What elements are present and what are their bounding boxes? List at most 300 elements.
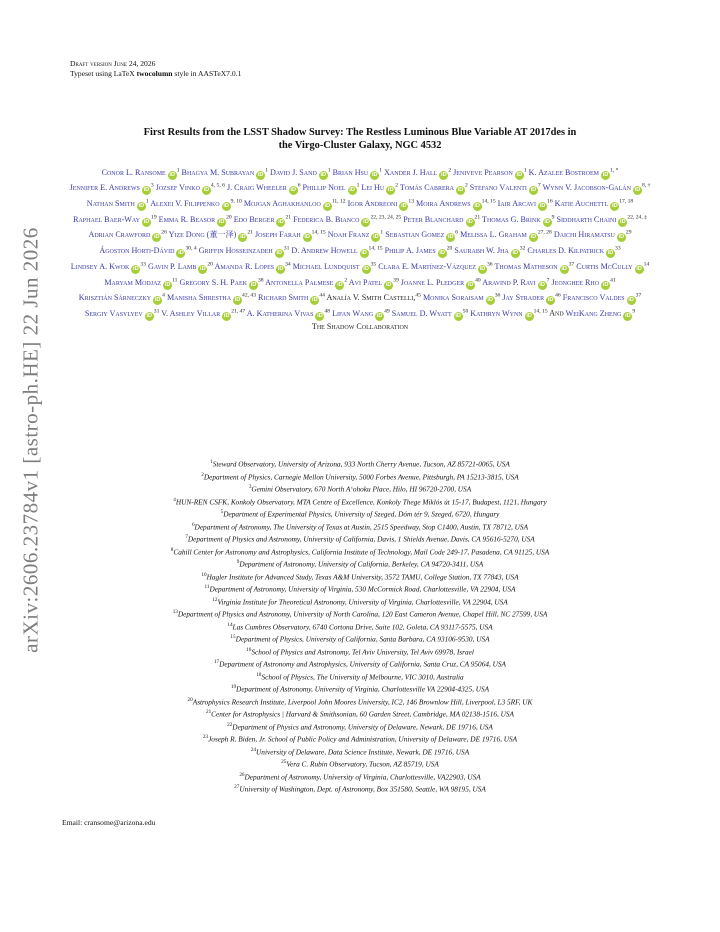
author-name[interactable]: Lindsey A. Kwok [70,261,130,271]
affiliation-line [62,570,658,583]
author-name[interactable]: Iair Arcavi [497,199,537,209]
author-name[interactable]: Igor Andreoni [347,199,398,209]
author-entry[interactable] [576,262,649,271]
affiliation-number: 15 [230,634,236,641]
affiliation-text: Virginia Institute for Theoretical Astronomy, University of Virginia, Charlottesville, VA 22904, USA [217,597,508,607]
author-name[interactable]: Philip A. James [384,246,436,256]
orcid-icon[interactable]: iD [602,171,609,178]
author-entry[interactable] [566,309,636,318]
orcid-icon[interactable]: iD [561,265,567,272]
orcid-icon[interactable]: iD [312,297,318,304]
author-entry[interactable] [326,293,420,302]
author-entry[interactable] [482,278,549,287]
author-name[interactable]: Stefano Valenti [469,183,527,193]
author-name[interactable]: Nathan Smith [86,199,135,209]
affiliation-line [62,557,658,570]
author-name[interactable]: Emma R. Beasor [158,214,216,224]
affiliation-marker: 17, 18 [619,198,634,205]
orcid-icon[interactable]: iD [203,187,210,194]
author-name[interactable]: Xander J. Hall [384,167,438,177]
author-entry[interactable] [102,168,180,177]
orcid-icon[interactable]: iD [439,250,445,257]
affiliation-number: 8 [170,546,174,553]
orcid-icon[interactable]: iD [290,187,297,194]
orcid-icon[interactable]: iD [530,234,537,241]
author-name[interactable]: Daichi Hiramatsu [553,230,615,240]
author-entry[interactable] [454,246,525,255]
author-entry[interactable] [99,246,196,255]
orcid-icon[interactable]: iD [467,281,474,288]
orcid-icon[interactable]: iD [146,312,153,319]
affiliation-line [62,507,658,520]
affiliation-line [62,782,658,795]
author-name[interactable]: Krisztián Sárneczky [78,293,152,303]
author-name[interactable]: Federica B. Bianco [293,214,360,224]
author-name[interactable]: Saurabh W. Jha [454,246,509,256]
author-name[interactable]: Mojgan Aghakhanloo [243,199,321,209]
author-name[interactable]: WeiKang Zheng [565,308,622,318]
author-name[interactable]: Maryam Modjaz [104,277,162,287]
author-entry[interactable] [161,309,245,318]
orcid-icon[interactable]: iD [457,187,464,194]
orcid-icon[interactable]: iD [143,218,150,225]
author-entry[interactable] [148,262,213,271]
author-entry[interactable] [385,230,458,239]
author-name[interactable]: Peter Blanchard [403,214,464,224]
author-entry[interactable] [482,215,554,224]
author-entry[interactable] [293,262,376,271]
affiliation-marker: 14, 15 [481,198,496,205]
author-entry[interactable] [182,168,268,177]
affiliation-line [62,582,658,595]
affiliation-marker: 8, † [641,182,651,189]
affiliation-marker: 49 [384,308,390,315]
author-entry[interactable] [159,215,232,224]
author-entry[interactable] [104,278,177,287]
author-name[interactable]: Edo Berger [233,214,275,224]
affiliation-list [62,457,658,795]
orcid-icon[interactable]: iD [349,187,355,194]
affiliation-marker: 42, 43 [242,292,257,299]
author-name[interactable]: Amanda R. Lopes [214,261,275,271]
affiliation-text: Department of Astronomy, University of Virginia, 530 McCormick Road, Charlottesville, VA 22904, USA [209,584,516,594]
author-entry[interactable] [453,168,526,177]
orcid-icon[interactable]: iD [164,281,171,288]
author-entry[interactable] [498,199,553,208]
affiliation-line [62,620,658,633]
affiliation-marker: 37 [568,261,575,268]
author-entry[interactable] [416,199,496,208]
affiliation-text: Las Cumbres Observatory, 6740 Cortona Drive, Suite 102, Goleta, CA 93117-5575, USA [232,622,493,632]
author-name[interactable]: Sebastian Gomez [385,230,445,240]
affiliation-marker: 35 [370,261,377,268]
author-name[interactable]: V. Ashley Villar [161,308,221,318]
orcid-icon[interactable]: iD [240,234,246,241]
affiliation-marker: 16 [547,198,553,205]
author-name[interactable]: Francisco Valdes [562,293,625,303]
author-entry[interactable] [180,278,264,287]
orcid-icon[interactable]: iD [371,171,378,178]
author-entry[interactable] [79,293,165,302]
author-name[interactable]: Gavin P. Lamb [147,261,197,271]
orcid-icon[interactable]: iD [455,312,461,319]
orcid-icon[interactable]: iD [178,250,184,257]
author-name[interactable]: Gregory S. H. Paek [179,277,247,287]
affiliation-marker: 2 [448,167,452,173]
affiliation-marker: 21 [285,214,292,221]
author-entry[interactable] [332,309,390,318]
orcid-icon[interactable]: iD [320,171,327,178]
author-entry[interactable] [460,230,552,239]
author-name[interactable]: Sergiy Vasylyev [84,308,143,318]
orcid-icon[interactable]: iD [200,265,206,272]
author-name[interactable]: Griffin Hosseinzadeh [198,246,273,256]
author-name[interactable]: Monika Soraisam [422,293,484,303]
affiliation-marker: 26 [161,229,167,236]
orcid-icon[interactable]: iD [530,187,537,194]
author-name[interactable]: Analía V. Smith Castelli, [326,293,416,303]
preamble [70,59,241,79]
author-entry[interactable] [470,183,541,192]
author-name[interactable]: Lifan Wang [332,308,374,318]
author-name[interactable]: Alexei V. Filippenko [150,199,220,209]
affiliation-marker: 1 [379,167,383,173]
affiliation-marker: 40 [475,276,481,283]
author-entry[interactable] [349,278,399,287]
author-entry[interactable] [361,183,398,192]
and-conjunction: And [547,308,566,318]
author-name[interactable]: Melissa L. Graham [460,230,527,240]
author-name[interactable]: Phillip Noel [302,183,346,193]
orcid-icon[interactable]: iD [441,171,447,178]
affiliation-text: Center for Astrophysics | Harvard & Smithsonian, 60 Garden Street, Cambridge, MA 02138-1516, USA [211,709,515,719]
orcid-icon[interactable]: iD [385,281,392,288]
orcid-icon[interactable]: iD [153,234,160,241]
arxiv-identifier-text: arXiv:2606.23784v1 [astro-ph.HE] 22 Jun 2026 [18,227,43,653]
affiliation-line [62,695,658,708]
orcid-icon[interactable]: iD [169,171,176,178]
affiliation-line [62,757,658,770]
author-entry[interactable] [156,183,225,192]
orcid-icon[interactable]: iD [317,312,323,319]
affiliation-line [62,607,658,620]
typeset-style: twocolumn [136,69,173,78]
author-name[interactable]: D. Andrew Howell [291,246,358,256]
author-name[interactable]: Thomas Matheson [494,261,558,271]
author-entry[interactable] [303,183,360,192]
draft-version-line: Draft version June 24, 2026 [70,59,156,68]
orcid-icon[interactable]: iD [373,234,379,241]
orcid-icon[interactable]: iD [526,312,532,319]
author-entry[interactable] [199,246,290,255]
affiliation-text: Department of Astronomy, The University of Texas at Austin, 2515 Speedway, Stop C1400, Austin, TX 78712, USA [194,522,529,531]
author-name[interactable]: Brian Hsu [332,167,369,177]
orcid-icon[interactable]: iD [618,234,625,241]
affiliation-text: Department of Physics and Astronomy, University of Delaware, Newark, DE 19716, USA [232,722,493,732]
author-entry[interactable] [529,168,619,177]
author-name[interactable]: K. Azalee Bostroem [528,167,600,177]
affiliation-marker: 6 [455,229,459,236]
affiliation-text: Department of Experimental Physics, University of Szeged, Dóm tér 9, Szeged, 6720, Hungary [223,509,500,519]
author-entry[interactable] [70,183,154,192]
author-entry[interactable] [87,199,149,208]
affiliation-text: Vera C. Rubin Observatory, Tucson, AZ 85719, USA [286,759,439,769]
affiliation-marker: 2 [464,182,468,189]
author-entry[interactable] [423,293,500,302]
orcid-icon[interactable]: iD [223,203,229,210]
author-name[interactable]: Ágoston Horti-Dávid [99,246,175,256]
orcid-icon[interactable]: iD [634,187,641,194]
orcid-icon[interactable]: iD [234,297,241,304]
orcid-icon[interactable]: iD [487,297,493,304]
orcid-icon[interactable]: iD [324,203,331,210]
orcid-icon[interactable]: iD [143,187,150,194]
author-name[interactable]: Manisha Shrestha [166,293,232,303]
affiliation-marker: 29 [625,229,632,236]
affiliation-marker: 14, 15 [311,229,326,236]
orcid-icon[interactable]: iD [547,297,554,304]
orcid-icon[interactable]: iD [133,265,139,272]
author-entry[interactable] [470,309,547,318]
author-entry[interactable] [265,278,347,287]
orcid-icon[interactable]: iD [363,218,369,225]
affiliation-text: Department of Physics and Astronomy, University of California, Davis, 1 Shields Avenue, Davis, CA 95616-5270, USA [187,534,535,544]
author-entry[interactable] [169,230,253,239]
affiliation-marker: 50 [462,308,469,315]
author-name[interactable]: Katie Auchettl [554,199,609,209]
author-name[interactable]: Clara E. Martínez-Vázquez [378,261,476,271]
affiliation-line [62,770,658,783]
affiliation-number: 9 [236,559,240,566]
author-name[interactable]: Avi Patel [348,277,383,287]
author-name[interactable]: Jeonghee Rho [551,277,600,287]
orcid-icon[interactable]: iD [376,312,383,319]
author-name[interactable]: David J. Sand [270,167,317,177]
title-line-2: the Virgo-Cluster Galaxy, NGC 4532 [278,140,442,151]
affiliation-marker: 3 [150,182,154,189]
orcid-icon[interactable]: iD [620,218,626,225]
affiliation-marker: 30, 4 [185,245,197,252]
orcid-icon[interactable]: iD [628,297,634,304]
orcid-icon[interactable]: iD [257,171,264,178]
author-entry[interactable] [227,183,301,192]
affiliation-number: 6 [191,521,195,528]
author-entry[interactable] [378,262,492,271]
author-name[interactable]: Joseph Farah [254,230,301,240]
author-entry[interactable] [244,199,346,208]
affiliation-marker: 9 [551,214,555,221]
affiliation-marker: 1 [327,167,331,173]
author-name[interactable]: Joanne L. Pledger [400,277,465,287]
affiliation-text: Department of Astronomy, University of Virginia, Charlottesville, VA22903, USA [244,772,481,782]
orcid-icon[interactable]: iD [337,281,343,288]
author-name[interactable]: Tomás Cabrera [399,183,454,193]
affiliation-number: 17 [213,659,220,666]
author-entry[interactable] [385,246,453,255]
author-entry[interactable] [270,168,331,177]
affiliation-line [62,707,658,720]
author-name[interactable]: Bhagya M. Subrayan [181,167,255,177]
orcid-icon[interactable]: iD [539,281,545,288]
affiliation-marker: 20 [446,245,453,252]
author-name[interactable]: Conor L. Ransome [101,167,166,177]
affiliation-text: University of Delaware, Data Science Institute, Newark, DE 19716, USA [256,747,470,757]
orcid-icon[interactable]: iD [447,234,454,241]
email-address[interactable]: cransome@arizona.edu [84,818,156,827]
author-entry[interactable] [400,183,468,192]
author-entry[interactable] [403,215,480,224]
author-entry[interactable] [543,183,651,192]
affiliation-text: Department of Physics, Carnegie Mellon University, 5000 Forbes Avenue, Pittsburgh, PA 15213-3815, USA [203,471,519,481]
affiliation-marker: 19 [151,214,157,221]
orcid-icon[interactable]: iD [154,297,161,304]
author-entry[interactable] [527,246,620,255]
typeset-line [70,69,241,79]
orcid-icon[interactable]: iD [223,312,230,319]
orcid-icon[interactable]: iD [277,265,284,272]
author-entry[interactable] [563,293,642,302]
author-name[interactable]: Antonella Palmese [265,277,334,287]
author-entry[interactable] [555,199,634,208]
author-name[interactable]: Aravind P. Ravi [482,277,536,287]
affiliation-number: 4 [173,496,176,503]
author-name[interactable]: Yize Dong (董一泽) [168,230,237,240]
orcid-icon[interactable]: iD [361,250,367,257]
affiliation-line [62,595,658,608]
author-entry[interactable] [167,293,256,302]
affiliation-line [62,732,658,745]
affiliation-marker: 48 [324,308,331,315]
author-name[interactable]: Charles D. Kilpatrick [527,246,605,256]
author-name[interactable]: Wynn V. Jacobson-Galán [542,183,631,193]
affiliation-marker: 14, 15 [368,245,383,252]
author-name[interactable]: Lei Hu [361,183,385,193]
author-name[interactable]: Samuel D. Wyatt [391,308,452,318]
affiliation-marker: 45 [415,292,421,299]
author-entry[interactable] [150,199,242,208]
orcid-icon[interactable]: iD [625,312,631,319]
orcid-icon[interactable]: iD [250,281,257,288]
affiliation-text: HUN-REN CSFK, Konkoly Observatory, MTA Centre of Excellence, Konkoly Thege Miklós út 15-17, Budapest, 1121, Hungary [175,496,547,506]
affiliation-text: University of Washington, Dept. of Astronomy, Box 351580, Seattle, WA 98195, USA [239,784,486,794]
orcid-icon[interactable]: iD [363,265,369,272]
author-entry[interactable] [348,199,414,208]
affiliation-line [62,645,658,658]
orcid-icon[interactable]: iD [278,218,284,225]
affiliation-line [62,720,658,733]
author-name[interactable]: Jay Strader [502,293,545,303]
orcid-icon[interactable]: iD [138,203,145,210]
author-name[interactable]: Adrian Crawford [88,230,151,240]
orcid-icon[interactable]: iD [218,218,225,225]
author-entry[interactable] [502,293,560,302]
affiliation-line [62,632,658,645]
affiliation-line [62,670,658,683]
author-entry[interactable] [215,262,291,271]
affiliation-line [62,520,658,533]
author-name[interactable]: Jeniveve Pearson [453,167,513,177]
author-entry[interactable] [293,215,401,224]
affiliation-marker: 13 [408,198,414,205]
affiliation-marker: 31 [283,245,290,252]
affiliation-marker: 36 [486,261,493,268]
author-name[interactable]: A. Katherina Vivas [246,308,314,318]
orcid-icon[interactable]: iD [401,203,407,210]
affiliation-number: 10 [201,571,207,578]
affiliation-text: Department of Astronomy, University of Virginia, Charlottesville VA 22904-4325, USA [236,684,490,694]
orcid-icon[interactable]: iD [304,234,310,241]
author-entry[interactable] [85,309,160,318]
author-name[interactable]: Raphael Baer-Way [73,214,141,224]
author-name[interactable]: Curtis McCully [576,261,633,271]
affiliation-marker: 1, * [610,167,619,173]
author-entry[interactable] [88,230,166,239]
author-name[interactable]: Richard Smith [258,293,309,303]
orcid-icon[interactable]: iD [512,250,519,257]
orcid-icon[interactable]: iD [516,171,523,178]
author-entry[interactable] [333,168,382,177]
author-name[interactable]: Jennifer E. Andrews [69,183,140,193]
affiliation-marker: 46 [555,292,561,299]
affiliation-marker: 33 [615,245,621,252]
orcid-icon[interactable]: iD [607,250,614,257]
author-entry[interactable] [401,278,481,287]
author-name[interactable]: J. Craig Wheeler [226,183,287,193]
affiliation-line [62,457,658,470]
author-entry[interactable] [494,262,574,271]
author-entry[interactable] [71,262,146,271]
author-name[interactable]: Kathryn Wynn [470,308,523,318]
author-entry[interactable] [554,230,632,239]
affiliation-marker: 2 [344,276,348,283]
affiliation-text: School of Physics, The University of Melbourne, VIC 3010, Australia [261,672,464,682]
orcid-icon[interactable]: iD [474,203,480,210]
author-entry[interactable] [234,215,291,224]
author-name[interactable]: Siddharth Chaini [556,214,617,224]
orcid-icon[interactable]: iD [276,250,283,257]
author-entry[interactable] [556,215,646,224]
affiliation-marker: 7 [537,182,541,189]
author-entry[interactable] [392,309,469,318]
author-name[interactable]: Noah Franz [327,230,370,240]
orcid-icon[interactable]: iD [544,218,550,225]
author-entry[interactable] [384,168,451,177]
orcid-icon[interactable]: iD [636,265,642,272]
affiliation-number: 20 [187,696,193,703]
author-entry[interactable] [255,230,326,239]
orcid-icon[interactable]: iD [539,203,546,210]
author-name[interactable]: Thomas G. Brink [482,214,541,224]
corresponding-email [62,818,155,827]
author-entry[interactable] [73,215,157,224]
orcid-icon[interactable]: iD [479,265,486,272]
author-entry[interactable] [291,246,382,255]
orcid-icon[interactable]: iD [611,203,618,210]
author-entry[interactable] [258,293,325,302]
author-name[interactable]: Michael Lundquist [292,261,360,271]
orcid-icon[interactable]: iD [467,218,473,225]
affiliation-text: Cahill Center for Astronomy and Astrophysics, California Institute of Technology, Mail Code 249-17, Pasadena, CA 91125, USA [173,547,550,557]
affiliation-marker: 33 [140,261,146,268]
author-name[interactable]: Moira Andrews [416,199,471,209]
affiliation-marker: 1 [145,198,149,205]
orcid-icon[interactable]: iD [387,187,394,194]
author-entry[interactable] [552,278,616,287]
author-entry[interactable] [328,230,384,239]
author-entry[interactable] [247,309,330,318]
orcid-icon[interactable]: iD [602,281,609,288]
author-name[interactable]: Jozsef Vinko [155,183,200,193]
